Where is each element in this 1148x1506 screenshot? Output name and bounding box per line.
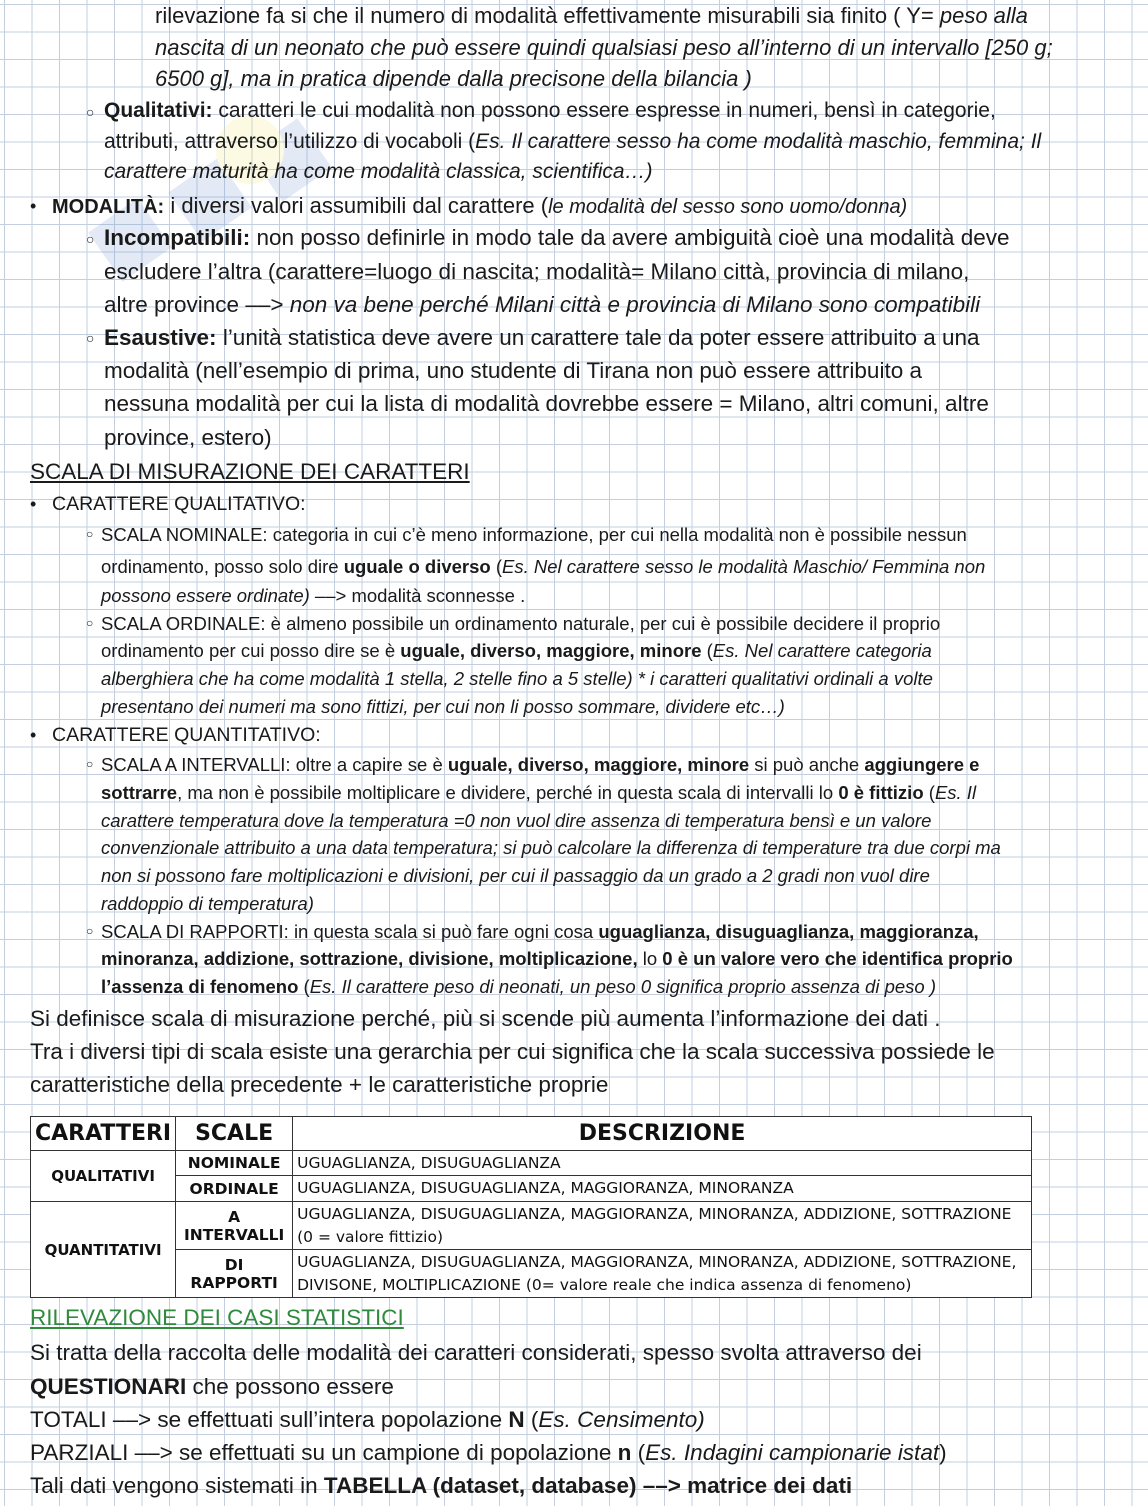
table-scale: NOMINALE [176, 1151, 293, 1176]
intro-line-1: rilevazione fa si che il numero di modalità effettivamente misurabili sia finito ( Y= peso alla [155, 3, 1028, 28]
intro-line-2: nascita di un neonato che può essere quindi qualsiasi peso all’interno di un intervallo [250 g; [155, 35, 1053, 60]
table-header: SCALE [176, 1117, 293, 1151]
table-scale: DI RAPPORTI [176, 1250, 293, 1298]
circle-bullet: ○ [86, 231, 95, 247]
circle-bullet: ○ [86, 616, 94, 630]
table-scale: ORDINALE [176, 1176, 293, 1202]
qualitativi-line-3: carattere maturità ha come modalità classica, scientifica…) [104, 160, 653, 183]
bullet-dot: • [30, 494, 37, 514]
table-desc-line: DIVISONE, MOLTIPLICAZIONE (0= valore reale che indica assenza di fenomeno) [297, 1275, 912, 1294]
qualitativi-line-1: Qualitativi: caratteri le cui modalità non possono essere espresse in numeri, bensì in categorie, [104, 99, 996, 122]
quantitativo-label: CARATTERE QUANTITATIVO: [52, 724, 321, 746]
rilevazione-line-5: Tali dati vengono sistemati in TABELLA (dataset, database) ––> matrice dei dati [30, 1473, 853, 1498]
table-desc-line: UGUAGLIANZA, DISUGUAGLIANZA, MAGGIORANZA, MINORANZA, ADDIZIONE, SOTTRAZIONE, [297, 1252, 1017, 1271]
intro-line-3: 6500 g], ma in pratica dipende dalla precisone della bilancia ) [155, 66, 752, 91]
rilevazione-heading: RILEVAZIONE DEI CASI STATISTICI [30, 1305, 404, 1330]
ordinale-line-4: presentano dei numeri ma sono fittizi, per cui non li posso sommare, dividere etc…) [101, 696, 785, 717]
incompatibili-line-2: escludere l’altra (carattere=luogo di nascita; modalità= Milano città, provincia di milano, [104, 259, 970, 284]
qualitativo-label: CARATTERE QUALITATIVO: [52, 493, 306, 515]
rilevazione-line-2: QUESTIONARI che possono essere [30, 1374, 394, 1399]
esaustive-line-4: province, estero) [104, 425, 272, 450]
ordinale-line-2: ordinamento per cui posso dire se è uguale, diverso, maggiore, minore (Es. Nel carattere categoria [101, 640, 932, 661]
esaustive-line-1: Esaustive: l’unità statistica deve avere un carattere tale da poter essere attribuito a una [104, 325, 980, 350]
intervalli-line-5: non si possono fare moltiplicazioni e divisioni, per cui il passaggio da un grado a 2 gradi non vuol dire [101, 865, 930, 886]
table-category: QUALITATIVI [31, 1151, 176, 1202]
modalita-line: MODALITÀ: i diversi valori assumibili dal carattere (le modalità del sesso sono uomo/donna) [52, 193, 908, 218]
rapporti-line-1: SCALA DI RAPPORTI: in questa scala si può fare ogni cosa uguaglianza, disuguaglianza, maggioranza, [101, 921, 979, 942]
incompatibili-line-3: altre province ––> non va bene perché Milani città e provincia di Milano sono compatibili [104, 292, 981, 317]
incompatibili-line-1: Incompatibili: non posso definirle in modo tale da avere ambiguità cioè una modalità deve [104, 225, 1010, 250]
table-desc: UGUAGLIANZA, DISUGUAGLIANZA [293, 1151, 1032, 1176]
table-row [31, 1202, 1032, 1250]
table-desc: UGUAGLIANZA, DISUGUAGLIANZA, MAGGIORANZA, MINORANZA [293, 1176, 1032, 1202]
circle-bullet: ○ [86, 924, 94, 938]
intervalli-line-2: sottrarre, ma non è possibile moltiplicare e dividere, perché in questa scala di intervalli lo 0 è fittizio (Es. Il [101, 782, 977, 803]
table-category: QUANTITATIVI [31, 1202, 176, 1298]
intervalli-line-6: raddoppio di temperatura) [101, 893, 314, 914]
table-row [31, 1176, 1032, 1202]
scala-paragraph-1: Si definisce scala di misurazione perché, più si scende più aumenta l’informazione dei dati . [30, 1006, 941, 1031]
nominale-line-3: possono essere ordinate) ––> modalità sconnesse . [101, 585, 526, 606]
table-desc [293, 1202, 1032, 1250]
qualitativi-line-2: attributi, attraverso l’utilizzo di vocaboli (Es. Il carattere sesso ha come modalità maschio, femmina; Il [104, 130, 1042, 153]
scala-paragraph-2: Tra i diversi tipi di scala esiste una gerarchia per cui significa che la scala successiva possiede le [30, 1039, 995, 1064]
esaustive-line-3: nessuna modalità per cui la lista di modalità dovrebbe essere = Milano, altri comuni, altre [104, 391, 989, 416]
rapporti-line-2: minoranza, addizione, sottrazione, divisione, moltiplicazione, lo 0 è un valore vero che identifica proprio [101, 948, 1013, 969]
table-desc-line: UGUAGLIANZA, DISUGUAGLIANZA, MAGGIORANZA, MINORANZA, ADDIZIONE, SOTTRAZIONE [297, 1204, 1012, 1223]
rapporti-line-3: l’assenza di fenomeno (Es. Il carattere peso di neonati, un peso 0 significa proprio assenza di peso ) [101, 976, 936, 997]
table-header: DESCRIZIONE [293, 1117, 1032, 1151]
intervalli-line-3: carattere temperatura dove la temperatura =0 non vuol dire assenza di temperatura bensì e un valore [101, 810, 932, 831]
table-row [31, 1151, 1032, 1176]
ordinale-line-3: alberghiera che ha come modalità 1 stella, 2 stelle fino a 5 stelle) * i caratteri qualitativi ordinali a volte [101, 668, 933, 689]
rilevazione-line-4: PARZIALI ––> se effettuati su un campione di popolazione n (Es. Indagini campionarie istat) [30, 1440, 947, 1465]
circle-bullet: ○ [86, 527, 94, 541]
ordinale-line-1: SCALA ORDINALE: è almeno possibile un ordinamento naturale, per cui è possibile decidere il proprio [101, 613, 941, 634]
intervalli-line-4: convenzionale attribuito a una data temperatura; si può calcolare la differenza di temperature tra due corpi ma [101, 837, 1001, 858]
nominale-line-1: SCALA NOMINALE: categoria in cui c’è meno informazione, per cui nella modalità non è possibile nessun [101, 524, 967, 545]
intervalli-line-1: SCALA A INTERVALLI: oltre a capire se è uguale, diverso, maggiore, minore si può anche aggiungere e [101, 754, 980, 775]
scale-table [30, 1116, 1032, 1298]
table-desc-line: (0 = valore fittizio) [297, 1227, 444, 1246]
table-desc [293, 1250, 1032, 1298]
table-scale: A INTERVALLI [176, 1202, 293, 1250]
rilevazione-line-3: TOTALI ––> se effettuati sull’intera popolazione N (Es. Censimento) [30, 1407, 705, 1432]
bullet-dot: • [30, 725, 37, 745]
table-header: CARATTERI [31, 1117, 176, 1151]
esaustive-line-2: modalità (nell’esempio di prima, uno studente di Tirana non può essere attribuito a [104, 358, 922, 383]
bullet-dot: • [30, 196, 37, 216]
nominale-line-2: ordinamento, posso solo dire uguale o diverso (Es. Nel carattere sesso le modalità Maschio/ Femmina non [101, 556, 986, 577]
circle-bullet: ○ [86, 330, 95, 346]
scala-paragraph-3: caratteristiche della precedente + le caratteristiche proprie [30, 1072, 609, 1097]
circle-bullet: ○ [86, 104, 95, 120]
scala-heading: SCALA DI MISURAZIONE DEI CARATTERI [30, 459, 470, 484]
rilevazione-line-1: Si tratta della raccolta delle modalità dei caratteri considerati, spesso svolta attraverso dei [30, 1340, 922, 1365]
table-header-row [31, 1117, 1032, 1151]
circle-bullet: ○ [86, 757, 94, 771]
table-row [31, 1250, 1032, 1298]
